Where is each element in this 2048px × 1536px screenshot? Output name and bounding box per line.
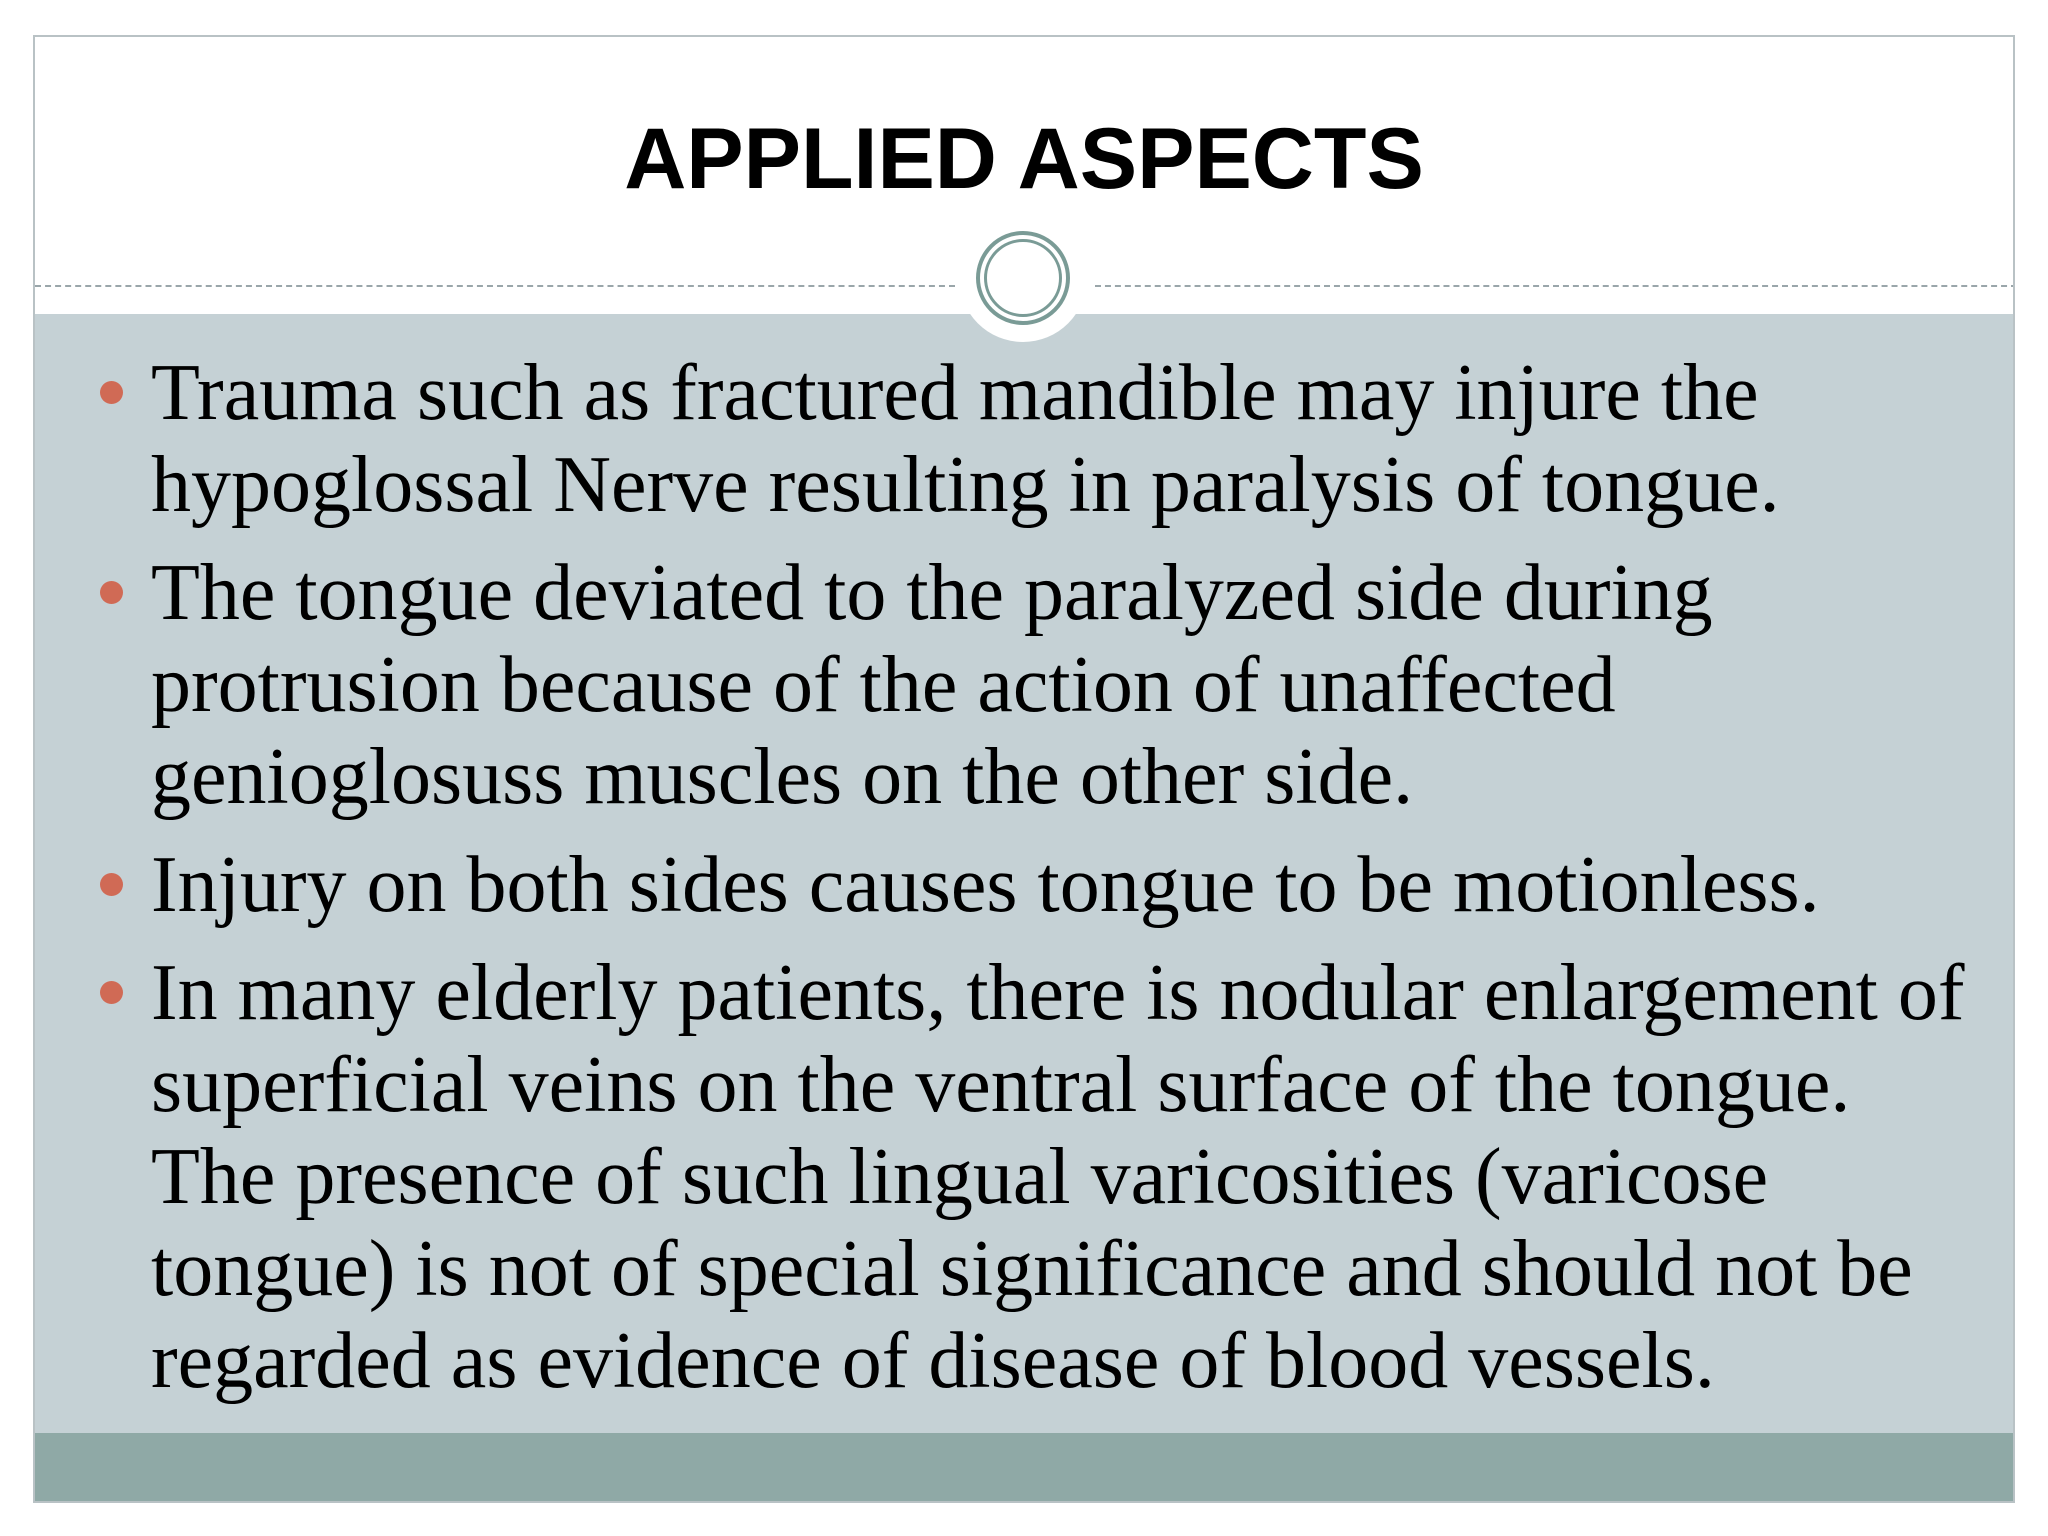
bullet-list	[35, 347, 2013, 1423]
bullet-dot-icon	[100, 581, 123, 604]
bullet-text: Trauma such as fractured mandible may injure the hypoglossal Nerve resulting in paralysis of tongue.	[151, 349, 1780, 529]
footer-band	[35, 1433, 2013, 1503]
bullet-dot-icon	[100, 381, 123, 404]
circle-ornament-inner-icon	[984, 239, 1062, 317]
bullet-item	[35, 347, 2013, 531]
slide-title: APPLIED ASPECTS	[624, 111, 1424, 207]
slide	[33, 35, 2015, 1503]
bullet-dot-icon	[100, 981, 123, 1004]
bullet-text: In many elderly patients, there is nodular enlargement of superficial veins on the ventral surface of the tongue. The presence of such lingual varicosities (varicose tongue) is not of special significance and should not be regarded as evidence of disease of blood vessels.	[151, 949, 1965, 1405]
bullet-item	[35, 947, 2013, 1407]
bullet-item	[35, 547, 2013, 823]
header-divider-right	[1095, 285, 2015, 287]
bullet-text: Injury on both sides causes tongue to be motionless.	[151, 841, 1820, 929]
bullet-dot-icon	[100, 873, 123, 896]
bullet-item	[35, 839, 2013, 931]
header-divider-left	[35, 285, 955, 287]
bullet-text: The tongue deviated to the paralyzed side during protrusion because of the action of unaffected genioglosuss muscles on the other side.	[151, 549, 1713, 821]
